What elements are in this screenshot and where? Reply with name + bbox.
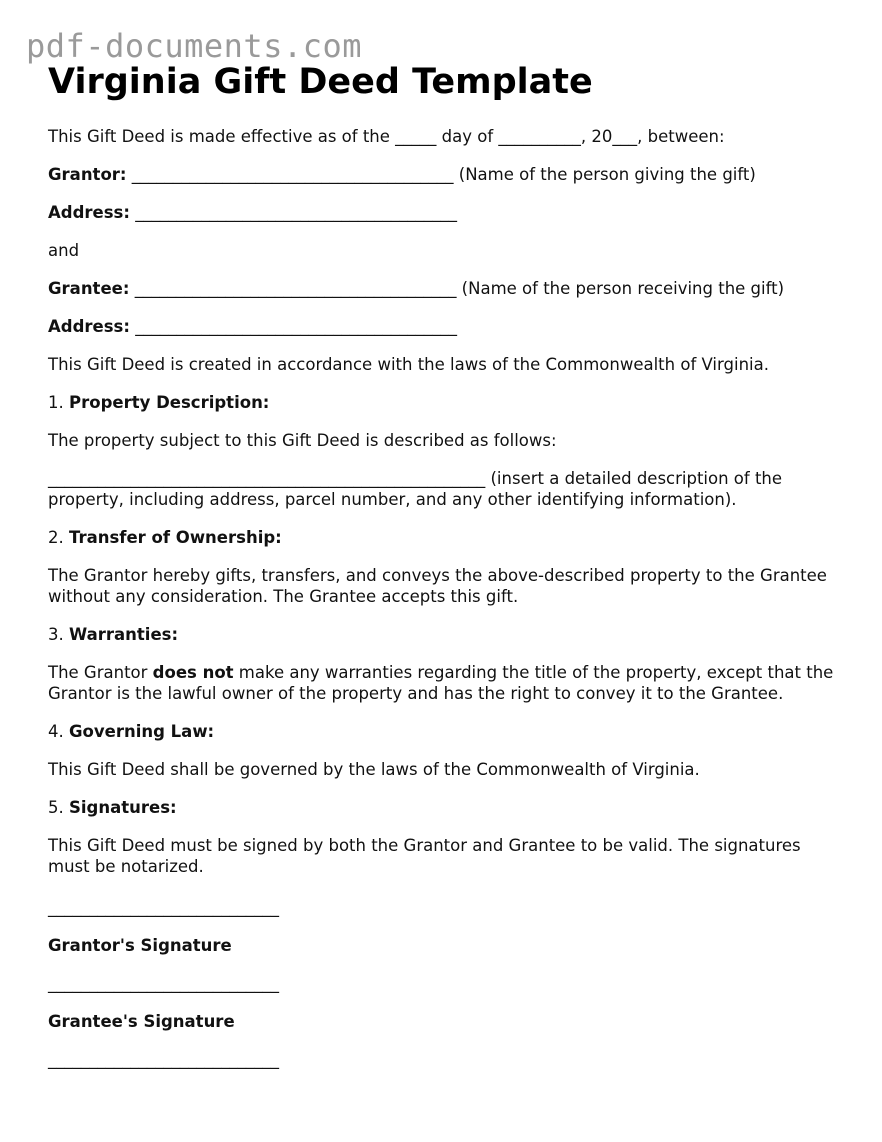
grantee-address-field: _______________________________________ bbox=[135, 317, 457, 336]
section-heading-transfer bbox=[48, 527, 838, 548]
signatures-text: This Gift Deed must be signed by both the Grantor and Grantee to be valid. The signatures must be notarized. bbox=[48, 836, 801, 876]
grantee-signature-line: ____________________________ bbox=[48, 974, 279, 993]
section-number: 3. bbox=[48, 625, 64, 644]
grantor-label: Grantor: bbox=[48, 165, 127, 184]
section-title: Transfer of Ownership: bbox=[69, 528, 282, 547]
transfer-text: The Grantor hereby gifts, transfers, and conveys the above-described property to the Grantee without any consideration. The Grantee accepts this gift. bbox=[48, 566, 827, 606]
grantor-signature-label bbox=[48, 935, 838, 956]
section-number: 4. bbox=[48, 722, 64, 741]
grantee-signature-label bbox=[48, 1011, 838, 1032]
section-number: 5. bbox=[48, 798, 64, 817]
intro-paragraph: This Gift Deed is made effective as of the _____ day of __________, 20___, between: bbox=[48, 127, 725, 146]
grantee-label: Grantee: bbox=[48, 279, 130, 298]
warranties-text bbox=[48, 662, 838, 704]
section-number: 2. bbox=[48, 528, 64, 547]
compliance-paragraph: This Gift Deed is created in accordance with the laws of the Commonwealth of Virginia. bbox=[48, 355, 769, 374]
warranties-text-end: make any warranties regarding the title of the property, except that the Grantor is the lawful owner of the property and has the right to convey it to the Grantee. bbox=[48, 663, 834, 703]
and-text: and bbox=[48, 241, 80, 260]
grantee-signature-label-text: Grantee's Signature bbox=[48, 1012, 235, 1031]
grantee-name-field: _______________________________________ (Name of the person receiving the gift) bbox=[134, 279, 785, 298]
section-title: Governing Law: bbox=[69, 722, 215, 741]
section-title: Warranties: bbox=[69, 625, 179, 644]
section-number: 1. bbox=[48, 393, 64, 412]
property-intro-text: The property subject to this Gift Deed is described as follows: bbox=[48, 431, 557, 450]
section-title: Signatures: bbox=[69, 798, 177, 817]
grantor-address-label: Address: bbox=[48, 203, 130, 222]
grantee-address-line bbox=[48, 316, 838, 337]
section-title: Property Description: bbox=[69, 393, 270, 412]
section-heading-law bbox=[48, 721, 838, 742]
law-text: This Gift Deed shall be governed by the laws of the Commonwealth of Virginia. bbox=[48, 760, 700, 779]
warranties-text-start: The Grantor bbox=[48, 663, 148, 682]
document-body bbox=[48, 126, 838, 1087]
grantee-line bbox=[48, 278, 838, 299]
section-heading-warranties bbox=[48, 624, 838, 645]
section-heading-property bbox=[48, 392, 838, 413]
grantor-address-field: _______________________________________ bbox=[135, 203, 457, 222]
grantee-address-label: Address: bbox=[48, 317, 130, 336]
grantor-signature-line: ____________________________ bbox=[48, 898, 279, 917]
document-title: Virginia Gift Deed Template bbox=[48, 62, 593, 102]
warranties-emphasis: does not bbox=[152, 663, 234, 682]
notary-signature-line: ____________________________ bbox=[48, 1050, 279, 1069]
grantor-line bbox=[48, 164, 838, 185]
section-heading-signatures bbox=[48, 797, 838, 818]
grantor-address-line bbox=[48, 202, 838, 223]
property-description-field: _____________________________________________________ (insert a detailed description of the property, including address, parcel number, and any other identifying information). bbox=[48, 469, 783, 509]
grantor-name-field: _______________________________________ (Name of the person giving the gift) bbox=[131, 165, 756, 184]
watermark-text: pdf-documents.com bbox=[26, 27, 363, 65]
grantor-signature-label-text: Grantor's Signature bbox=[48, 936, 232, 955]
